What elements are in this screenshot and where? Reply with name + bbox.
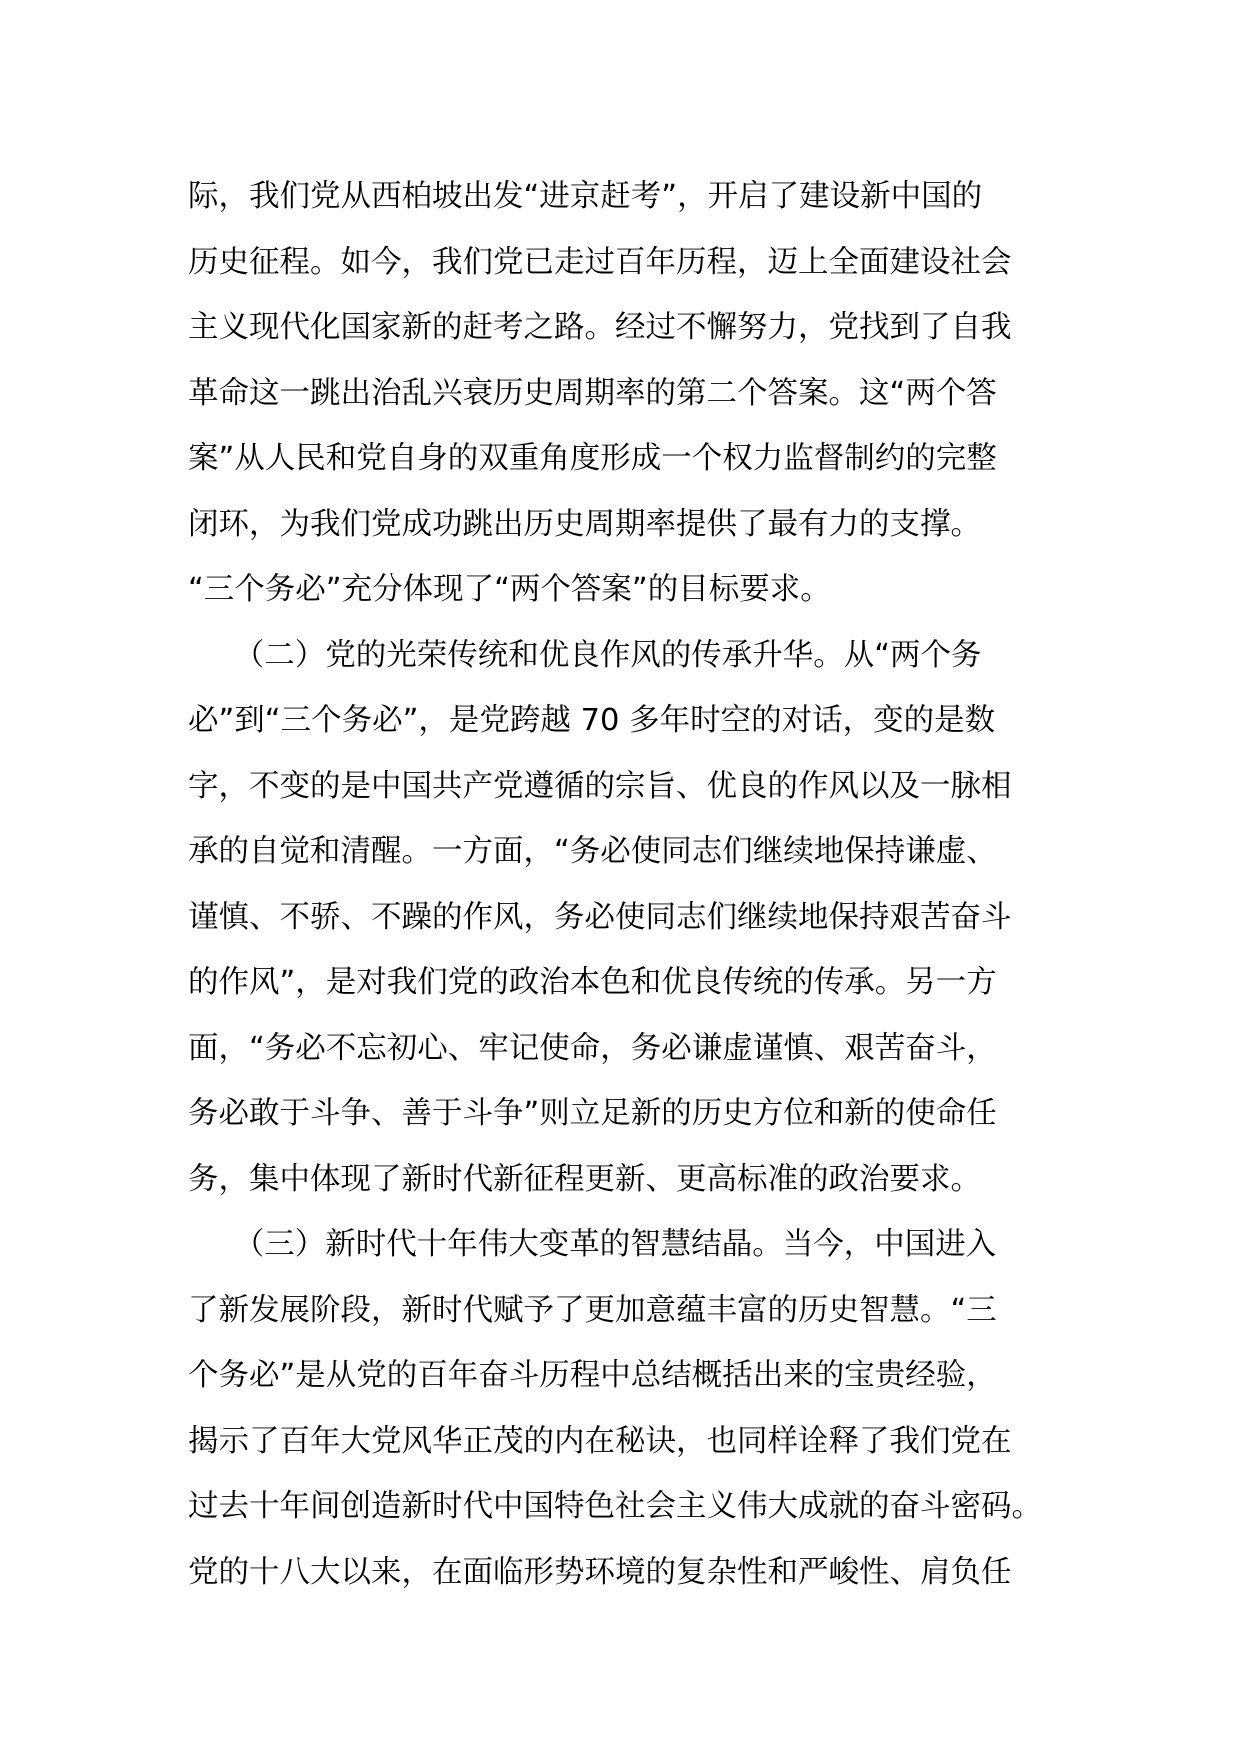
text-line: （三）新时代十年伟大变革的智慧结晶。当今，中国进入: [188, 1227, 997, 1262]
text-line: 面，“务必不忘初心、牢记使命，务必谦虚谨慎、艰苦奋斗，: [188, 1030, 997, 1066]
text-line: 的作风”，是对我们党的政治本色和优良传统的传承。另一方: [188, 965, 997, 1000]
text-line: 揭示了百年大党风华正茂的内在秘诀，也同样诠释了我们党在: [188, 1423, 1012, 1459]
text-line: 谨慎、不骄、不躁的作风，务必使同志们继续地保持艰苦奋斗: [188, 899, 1012, 935]
text-line: 个务必”是从党的百年奋斗历程中总结概括出来的宝贵经验，: [188, 1358, 997, 1393]
text-line: （二）党的光荣传统和优良作风的传承升华。从“两个务: [188, 637, 982, 673]
text-line: 字，不变的是中国共产党遵循的宗旨、优良的作风以及一脉相: [188, 768, 1012, 804]
text-line: 革命这一跳出治乱兴衰历史周期率的第二个答案。这“两个答: [188, 375, 997, 411]
text-line: 务必敢于斗争、善于斗争”则立足新的历史方位和新的使命任: [188, 1096, 997, 1131]
text-line: 主义现代化国家新的赶考之路。经过不懈努力，党找到了自我: [188, 310, 1012, 345]
body-text: [188, 164, 1068, 1605]
text-line: 案”从人民和党自身的双重角度形成一个权力监督制约的完整: [188, 441, 997, 476]
text-line: 必”到“三个务必”，是党跨越 70 多年时空的对话，变的是数: [188, 703, 996, 738]
text-line: 务，集中体现了新时代新征程更新、更高标准的政治要求。: [188, 1161, 981, 1197]
text-line: 党的十八大以来，在面临形势环境的复杂性和严峻性、肩负任: [188, 1554, 1012, 1590]
text-line: 闭环，为我们党成功跳出历史周期率提供了最有力的支撑。: [188, 506, 981, 542]
text-line: 历史征程。如今，我们党已走过百年历程，迈上全面建设社会: [188, 244, 1012, 280]
text-line: 际，我们党从西柏坡出发“进京赶考”，开启了建设新中国的: [188, 179, 983, 214]
text-line: 了新发展阶段，新时代赋予了更加意蕴丰富的历史智慧。“三: [188, 1292, 997, 1328]
text-line: “三个务必”充分体现了“两个答案”的目标要求。: [188, 572, 831, 607]
text-line: 过去十年间创造新时代中国特色社会主义伟大成就的奋斗密码。: [188, 1489, 1042, 1524]
text-line: 承的自觉和清醒。一方面，“务必使同志们继续地保持谦虚、: [188, 834, 997, 869]
